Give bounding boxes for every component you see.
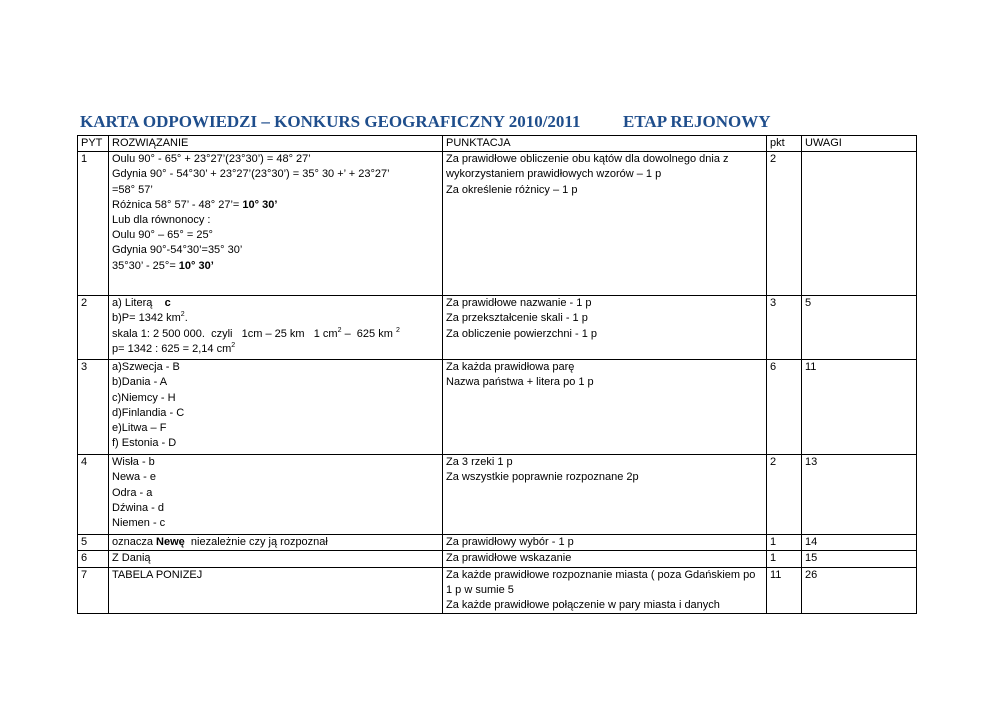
line bbox=[112, 327, 439, 342]
cell-punktacja bbox=[443, 296, 767, 360]
cell-uwagi: 26 bbox=[802, 567, 917, 614]
scoring-line: Za każde prawidłowe rozpoznanie miasta ( poza Gdańskiem po 1 p w sumie 5 bbox=[446, 568, 756, 596]
line bbox=[112, 342, 439, 357]
table-row bbox=[78, 535, 917, 551]
table-row bbox=[78, 551, 917, 567]
bold-answer: Newę bbox=[156, 536, 185, 549]
cell-pkt: 11 bbox=[767, 567, 802, 614]
cell-pkt: 2 bbox=[767, 152, 802, 296]
cell-uwagi: 15 bbox=[802, 551, 917, 567]
text: oznacza bbox=[112, 536, 157, 549]
cell-punktacja: Za prawidłowe wskazanie bbox=[443, 551, 767, 567]
cell-pyt: 1 bbox=[78, 152, 109, 296]
cell-uwagi: 5 bbox=[802, 296, 917, 360]
line: Gdynia 90° - 54°30’ + 23°27’(23°30’) = 35° 30 +’ + 23°27’ bbox=[112, 168, 390, 181]
text: b)P= 1342 km bbox=[112, 312, 181, 325]
cell-punktacja bbox=[443, 152, 767, 296]
text: p= 1342 : 625 = 2,14 cm bbox=[112, 342, 232, 355]
cell-uwagi: 13 bbox=[802, 455, 917, 535]
line: a)Szwecja - B bbox=[112, 361, 180, 374]
stage-text: ETAP REJONOWY bbox=[623, 112, 771, 131]
line: e)Litwa – F bbox=[112, 422, 167, 435]
text: . bbox=[184, 312, 188, 325]
cell-punktacja bbox=[443, 455, 767, 535]
line: Gdynia 90°-54°30’=35° 30’ bbox=[112, 244, 243, 257]
cell-rozwiazanie bbox=[109, 152, 443, 296]
cell-rozwiazanie bbox=[109, 296, 443, 360]
line: Newa - e bbox=[112, 471, 157, 484]
cell-rozwiazanie bbox=[109, 455, 443, 535]
line: d)Finlandia - C bbox=[112, 406, 185, 419]
bold-result: 10° 30’ bbox=[242, 198, 278, 211]
col-header-rozwiazanie: ROZWIĄZANIE bbox=[109, 136, 443, 152]
cell-pkt: 2 bbox=[767, 455, 802, 535]
cell-pkt: 1 bbox=[767, 551, 802, 567]
scoring-line: Za 3 rzeki 1 p bbox=[446, 456, 513, 469]
col-header-uwagi: UWAGI bbox=[802, 136, 917, 152]
col-header-punktacja: PUNKTACJA bbox=[443, 136, 767, 152]
superscript: 2 bbox=[395, 326, 400, 334]
line bbox=[112, 198, 439, 213]
cell-pkt: 6 bbox=[767, 360, 802, 455]
cell-pyt: 5 bbox=[78, 535, 109, 551]
text: Różnica 58° 57’ - 48° 27’= bbox=[112, 198, 243, 211]
title-text: KARTA ODPOWIEDZI – KONKURS GEOGRAFICZNY 2010/2011 bbox=[80, 112, 581, 131]
table-row bbox=[78, 296, 917, 360]
cell-rozwiazanie bbox=[109, 535, 443, 551]
scoring-line: Za przekształcenie skali - 1 p bbox=[446, 312, 588, 325]
line: Wisła - b bbox=[112, 456, 155, 469]
table-row bbox=[78, 360, 917, 455]
cell-pkt: 1 bbox=[767, 535, 802, 551]
cell-punktacja bbox=[443, 567, 767, 614]
col-header-pyt: PYT bbox=[78, 136, 109, 152]
scoring-line: Za określenie różnicy – 1 p bbox=[446, 183, 578, 196]
bold-answer: c bbox=[164, 297, 171, 310]
line: Oulu 90° - 65° + 23°27’(23°30’) = 48° 27’ bbox=[112, 153, 311, 166]
scoring-line: Za każda prawidłowa parę bbox=[446, 361, 575, 374]
line bbox=[112, 296, 439, 311]
scoring-line: Za prawidłowe obliczenie obu kątów dla dowolnego dnia z wykorzystaniem prawidłowych wzorów – 1 p bbox=[446, 153, 729, 181]
line bbox=[112, 535, 439, 550]
text: niezależnie czy ją rozpoznał bbox=[184, 536, 328, 549]
text: skala 1: 2 500 000. czyli 1cm – 25 km 1 cm bbox=[112, 327, 338, 340]
line: Oulu 90° – 65° = 25° bbox=[112, 229, 213, 242]
superscript: 2 bbox=[180, 311, 185, 319]
cell-pyt: 6 bbox=[78, 551, 109, 567]
scoring-line: Za każde prawidłowe połączenie w pary miasta i danych bbox=[446, 599, 720, 612]
col-header-pkt: pkt bbox=[767, 136, 802, 152]
cell-rozwiazanie bbox=[109, 360, 443, 455]
scoring-line: Za prawidłowe nazwanie - 1 p bbox=[446, 297, 592, 310]
cell-rozwiazanie: Z Danią bbox=[109, 551, 443, 567]
cell-pyt: 2 bbox=[78, 296, 109, 360]
line: f) Estonia - D bbox=[112, 437, 177, 450]
text: a) Literą bbox=[112, 297, 165, 310]
table-row bbox=[78, 455, 917, 535]
line: Dźwina - d bbox=[112, 501, 164, 514]
cell-uwagi: 14 bbox=[802, 535, 917, 551]
cell-uwagi: 11 bbox=[802, 360, 917, 455]
line: b)Dania - A bbox=[112, 376, 168, 389]
table-row bbox=[78, 152, 917, 296]
line: Niemen - c bbox=[112, 517, 166, 530]
cell-pyt: 4 bbox=[78, 455, 109, 535]
text: 35°30’ - 25°= bbox=[112, 259, 179, 272]
cell-pyt: 7 bbox=[78, 567, 109, 614]
line bbox=[112, 311, 439, 326]
cell-uwagi bbox=[802, 152, 917, 296]
line: Odra - a bbox=[112, 486, 153, 499]
scoring-line: Nazwa państwa + litera po 1 p bbox=[446, 376, 594, 389]
scoring-line: Za wszystkie poprawnie rozpoznane 2p bbox=[446, 471, 639, 484]
line bbox=[112, 259, 439, 274]
superscript: 2 bbox=[231, 341, 236, 349]
line: c)Niemcy - H bbox=[112, 391, 176, 404]
text: – 625 km bbox=[341, 327, 396, 340]
superscript: 2 bbox=[337, 326, 342, 334]
line: =58° 57’ bbox=[112, 183, 153, 196]
cell-pkt: 3 bbox=[767, 296, 802, 360]
page-title bbox=[80, 112, 780, 134]
line: Lub dla równonocy : bbox=[112, 214, 211, 227]
table-header-row bbox=[78, 136, 917, 152]
table-row bbox=[78, 567, 917, 614]
bold-result: 10° 30’ bbox=[178, 259, 214, 272]
cell-rozwiazanie: TABELA PONIZEJ bbox=[109, 567, 443, 614]
cell-punktacja bbox=[443, 360, 767, 455]
cell-pyt: 3 bbox=[78, 360, 109, 455]
answer-table bbox=[77, 135, 917, 614]
scoring-line: Za obliczenie powierzchni - 1 p bbox=[446, 327, 598, 340]
cell-punktacja: Za prawidłowy wybór - 1 p bbox=[443, 535, 767, 551]
